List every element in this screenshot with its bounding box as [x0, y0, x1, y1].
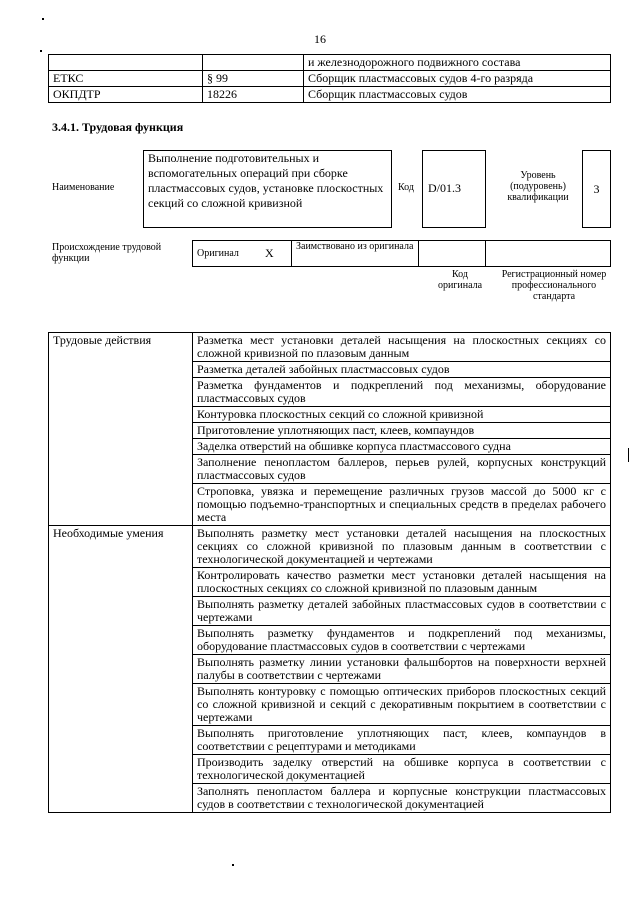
section-item: Выполнять разметку деталей забойных пластмассовых судов в соответствии с чертежами — [193, 597, 611, 626]
code-original-caption: Код оригинала — [437, 269, 483, 291]
section-item: Выполнять разметку фундаментов и подкреплений под механизмы, оборудование пластмассовых судов в соответствии с чертежами — [193, 626, 611, 655]
section-item: Заполнять пенопластом баллера и корпусные конструкции пластмассовых судов в соответствии с технологической документацией — [193, 784, 611, 813]
classification-number: 18226 — [203, 87, 304, 103]
table-row — [49, 526, 611, 568]
classification-row — [49, 71, 611, 87]
section-item: Контролировать качество разметки мест установки деталей насыщения на плоскостных секциях со сложной кривизной по плазовым данным — [193, 568, 611, 597]
section-item: Приготовление уплотняющих паст, клеев, компаундов — [193, 423, 611, 439]
classification-number: § 99 — [203, 71, 304, 87]
original-label: Оригинал — [193, 241, 262, 267]
reg-number-cell — [486, 241, 611, 267]
borrowed-label: Заимствовано из оригинала — [292, 241, 419, 267]
classification-row — [49, 55, 611, 71]
code-value: D/01.3 — [428, 181, 461, 195]
classification-code: ОКПДТР — [49, 87, 203, 103]
level-value: 3 — [593, 182, 600, 196]
section-item: Разметка деталей забойных пластмассовых судов — [193, 362, 611, 378]
section-category: Трудовые действия — [49, 333, 193, 526]
section-item: Заделка отверстий на обшивке корпуса пластмассового судна — [193, 439, 611, 455]
section-category: Необходимые умения — [49, 526, 193, 813]
section-heading: 3.4.1. Трудовая функция — [52, 120, 184, 134]
labor-function-table — [48, 332, 611, 813]
section-item: Заполнение пенопластом баллеров, перьев рулей, корпусных конструкций пластмассовых судов — [193, 455, 611, 484]
code-original-cell — [419, 241, 486, 267]
scan-mark — [42, 18, 44, 20]
name-label: Наименование — [52, 182, 115, 193]
origin-table — [192, 240, 611, 267]
section-item: Разметка мест установки деталей насыщения на плоскостных секциях со сложной кривизной по плазовым данным — [193, 333, 611, 362]
section-item: Выполнять приготовление уплотняющих паст, клеев, компаундов в соответствии с рецептурами и методиками — [193, 726, 611, 755]
section-item: Выполнять контуровку с помощью оптических приборов плоскостных секций со сложной кривизной и секций с декоративным покрытием в соответствии с чертежами — [193, 684, 611, 726]
section-item: Выполнять разметку мест установки деталей насыщения на плоскостных секциях со сложной кривизной по плазовым данным в соответствии с технологической документацией и чертежами — [193, 526, 611, 568]
classification-name: Сборщик пластмассовых судов 4-го разряда — [304, 71, 611, 87]
original-mark: X — [261, 241, 292, 267]
scan-mark — [628, 448, 629, 462]
section-item: Выполнять разметку линии установки фальшбортов на поверхности верхней палубы в соответствии с чертежами — [193, 655, 611, 684]
origin-label: Происхождение трудовой функции — [52, 242, 162, 264]
code-label: Код — [398, 182, 414, 193]
page-number: 16 — [314, 32, 326, 46]
section-item: Контуровка плоскостных секций со сложной кривизной — [193, 407, 611, 423]
section-item: Строповка, увязка и перемещение различных грузов массой до 5000 кг с помощью подъемно-транспортных и специальных средств в пределах рабочего места — [193, 484, 611, 526]
level-label: Уровень (подуровень) квалификации — [507, 170, 569, 203]
classification-name: и железнодорожного подвижного состава — [304, 55, 611, 71]
scan-mark — [232, 864, 234, 866]
classification-table — [48, 54, 611, 103]
classification-code — [49, 55, 203, 71]
classification-code: ЕТКС — [49, 71, 203, 87]
reg-number-caption: Регистрационный номер профессионального стандарта — [501, 269, 607, 302]
section-item: Разметка фундаментов и подкреплений под механизмы, оборудование пластмассовых судов — [193, 378, 611, 407]
classification-name: Сборщик пластмассовых судов — [304, 87, 611, 103]
scan-mark — [40, 50, 42, 52]
section-item: Производить заделку отверстий на обшивке корпуса в соответствии с технологической документацией — [193, 755, 611, 784]
function-name-value: Выполнение подготовительных и вспомогательных операций при сборке пластмассовых судов, установке плоскостных секций со сложной кривизной — [148, 151, 384, 210]
classification-row — [49, 87, 611, 103]
table-row — [49, 333, 611, 362]
classification-number — [203, 55, 304, 71]
